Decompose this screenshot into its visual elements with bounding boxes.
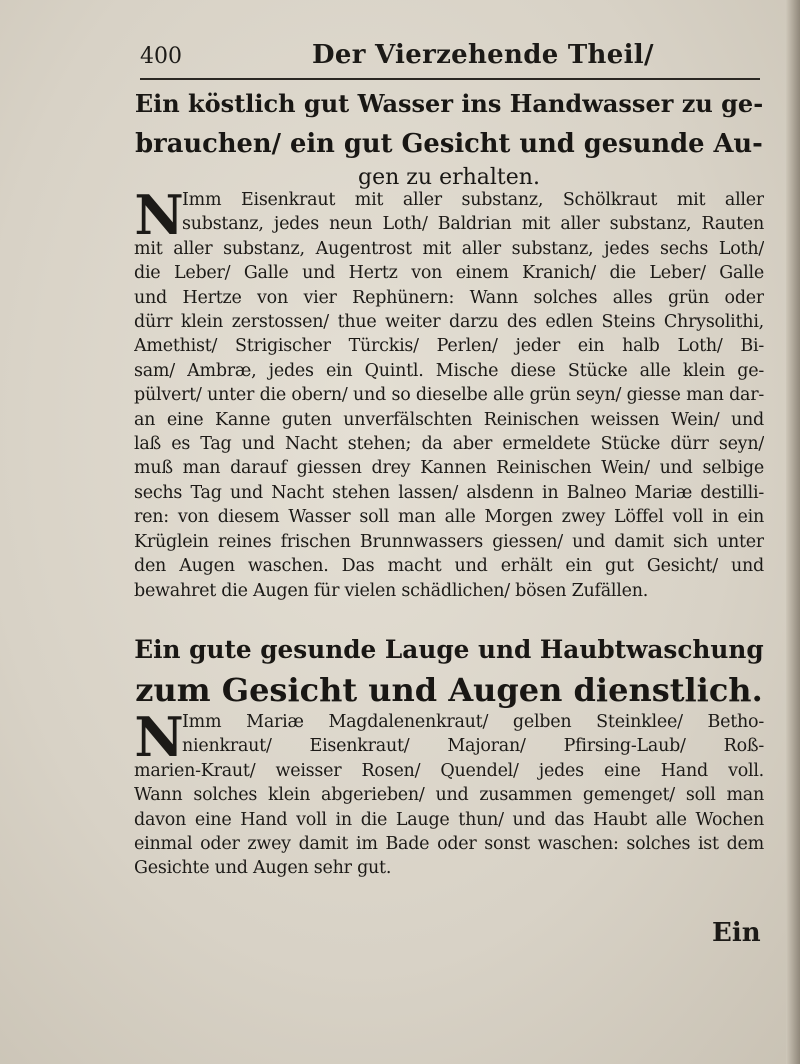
text-line: mit aller substanz, Augentrost mit aller substanz, jedes sechs Loth/ bbox=[134, 238, 764, 259]
text-line: die Leber/ Galle und Hertz von einem Kranich/ die Leber/ Galle bbox=[134, 263, 764, 284]
text-line: den Augen waschen. Das macht und erhält ein gut Gesicht/ und bbox=[134, 556, 764, 577]
section-1-title bbox=[134, 84, 764, 192]
page-edge bbox=[786, 0, 800, 1064]
text-line: ren: von diesem Wasser soll man alle Morgen zwey Löffel voll in ein bbox=[134, 507, 764, 528]
section-1-initial: N bbox=[134, 183, 184, 247]
catchword: Ein bbox=[712, 918, 761, 948]
section-2-initial: N bbox=[134, 705, 184, 769]
text-line: muß man darauf giessen drey Kannen Reinischen Wein/ und selbige bbox=[134, 458, 764, 479]
section-2-title bbox=[134, 630, 764, 710]
text-line: bewahret die Augen für vielen schädlichen/ bösen Zufällen. bbox=[134, 580, 649, 601]
page-number: 400 bbox=[140, 44, 182, 69]
page-header bbox=[140, 38, 760, 80]
section-1-title-line: gen zu erhalten. bbox=[358, 165, 540, 190]
text-line: Gesichte und Augen sehr gut. bbox=[134, 858, 392, 879]
running-head: Der Vierzehende Theil/ bbox=[312, 40, 654, 70]
text-line: und Hertze von vier Rephünern: Wann solches alles grün oder bbox=[134, 287, 764, 308]
text-line: einmal oder zwey damit im Bade oder sonst waschen: solches ist dem bbox=[134, 834, 764, 855]
section-1-paragraph bbox=[134, 183, 764, 603]
text-line: an eine Kanne guten unverfälschten Reinischen weissen Wein/ und bbox=[134, 409, 764, 430]
text-line: sam/ Ambræ, jedes ein Quintl. Mische diese Stücke alle klein ge- bbox=[134, 360, 764, 381]
text-line: marien-Kraut/ weisser Rosen/ Quendel/ jedes eine Hand voll. bbox=[134, 760, 764, 781]
section-1-title-line: Ein köstlich gut Wasser ins Handwasser zu ge- bbox=[134, 89, 764, 118]
text-line: substanz, jedes neun Loth/ Baldrian mit aller substanz, Rauten bbox=[182, 214, 764, 235]
section-2-title-line: zum Gesicht und Augen dienstlich. bbox=[135, 671, 763, 709]
text-line: Imm Eisenkraut mit aller substanz, Schölkraut mit aller bbox=[182, 190, 764, 210]
section-2-paragraph bbox=[134, 705, 764, 881]
text-line: Amethist/ Strigischer Türckis/ Perlen/ jeder ein halb Loth/ Bi- bbox=[134, 336, 764, 357]
text-line: dürr klein zerstossen/ thue weiter darzu des edlen Steins Chrysolithi, bbox=[134, 312, 764, 333]
section-2-title-line: Ein gute gesunde Lauge und Haubtwaschung bbox=[134, 635, 764, 664]
text-line: Wann solches klein abgerieben/ und zusammen gemenget/ soll man bbox=[134, 785, 764, 806]
text-line: davon eine Hand voll in die Lauge thun/ und das Haubt alle Wochen bbox=[134, 809, 764, 830]
text-line: nienkraut/ Eisenkraut/ Majoran/ Pfirsing-Laub/ Roß- bbox=[182, 736, 764, 757]
text-line: sechs Tag und Nacht stehen lassen/ alsdenn in Balneo Mariæ destilli- bbox=[134, 482, 764, 503]
text-line: Krüglein reines frischen Brunnwassers giessen/ und damit sich unter bbox=[134, 531, 764, 552]
section-1-title-line: brauchen/ ein gut Gesicht und gesunde Au- bbox=[135, 129, 763, 159]
text-line: laß es Tag und Nacht stehen; da aber ermeldete Stücke dürr seyn/ bbox=[134, 434, 764, 455]
text-line: Imm Mariæ Magdalenenkraut/ gelben Steinklee/ Betho- bbox=[182, 712, 764, 732]
text-line: pülvert/ unter die obern/ und so dieselbe alle grün seyn/ giesse man dar- bbox=[134, 385, 764, 406]
